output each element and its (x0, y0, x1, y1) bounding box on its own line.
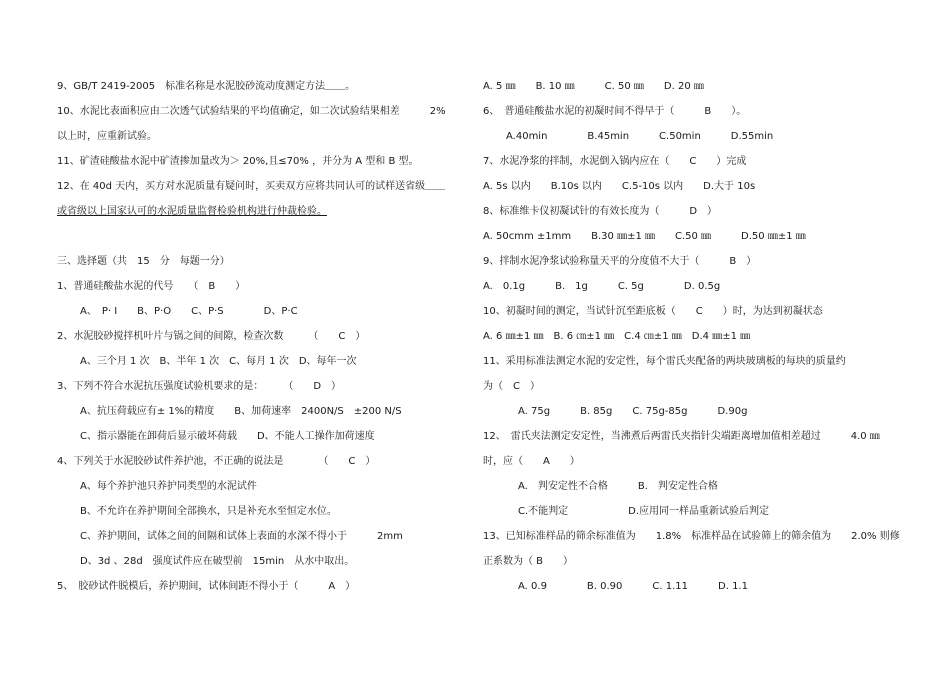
choice-option-4a: A、每个养护池只养护同类型的水泥试件 (80, 481, 257, 492)
choice-question-6: 6、 普通硅酸盐水泥的初凝时间不得早于（ B ）。 (483, 106, 747, 117)
choice-options-12a: A. 判安定性不合格 B. 判安定性合格 (518, 481, 718, 492)
choice-options-10: A. 6 ㎜±1 ㎜ B. 6 ㎝±1 ㎜ C.4 ㎝±1 ㎜ D.4 ㎜±1 ㎜ (483, 331, 751, 342)
choice-question-10: 10、初凝时间的测定，当试针沉至距底板（ C ）时，为达到初凝状态 (483, 306, 823, 317)
fill-question-10: 10、水泥比表面积应由二次透气试验结果的平均值确定，如二次试验结果相差 2% (57, 106, 446, 117)
choice-question-13-cont: 正系数为（ B ） (483, 556, 574, 567)
choice-question-4: 4、下列关于水泥胶砂试件养护池，不正确的说法是 （ C ） (57, 456, 376, 467)
choice-question-8: 8、标准维卡仪初凝试针的有效长度为（ D ） (483, 206, 718, 217)
choice-question-3: 3、下列不符合水泥抗压强度试验机要求的是： （ D ） (57, 381, 342, 392)
section-heading: 三、选择题（共 15 分 每题一分） (57, 256, 230, 267)
choice-question-1: 1、普通硅酸盐水泥的代号 （ B ） (57, 281, 246, 292)
choice-question-11-cont: 为（ C ） (483, 381, 540, 392)
choice-options-3b: C、指示器能在卸荷后显示破坏荷载 D、不能人工操作加荷速度 (80, 431, 375, 442)
choice-options-6: A.40min B.45min C.50min D.55min (506, 131, 774, 142)
choice-options-11: A. 75g B. 85g C. 75g-85g D.90g (518, 406, 748, 417)
choice-question-12: 12、 雷氏夹法测定安定性，当沸煮后两雷氏夹指针尖端距离增加值相差超过 4.0 ㎜ (483, 431, 880, 442)
choice-question-5: 5、 胶砂试件脱模后，养护期间，试体间距不得小于（ A ） (57, 581, 356, 592)
choice-options-8: A. 50cmm ±1mm B.30 ㎜±1 ㎜ C.50 ㎜ D.50 ㎜±1 ㎜ (483, 231, 806, 242)
choice-options-12b: C.不能判定 D.应用同一样品重新试验后判定 (518, 506, 770, 517)
choice-options-3a: A、抗压荷载应有± 1%的精度 B、加荷速率 2400N/S ±200 N/S (80, 406, 402, 417)
choice-options-1: A、 P· Ⅰ B、P·O C、P·S D、P·C (80, 306, 298, 317)
choice-option-4d: D、3d 、28d 强度试件应在破型前 15min 从水中取出。 (80, 556, 355, 567)
choice-options-9: A. 0.1g B. 1g C. 5g D. 0.5g (483, 281, 721, 292)
choice-options-2: A、三个月 1 次 B、半年 1 次 C、每月 1 次 D、每年一次 (80, 356, 357, 367)
choice-question-2: 2、水泥胶砂搅拌机叶片与锅之间的间隙，检查次数 （ C ） (57, 331, 366, 342)
choice-question-7: 7、水泥净浆的拌制，水泥倒入锅内应在（ C ）完成 (483, 156, 747, 167)
choice-options-5: A. 5 ㎜ B. 10 ㎜ C. 50 ㎜ D. 20 ㎜ (483, 81, 704, 92)
fill-question-9: 9、GB/T 2419-2005 标准名称是水泥胶砂流动度测定方法＿＿。 (57, 81, 356, 92)
choice-question-13: 13、已知标准样品的筛余标准值为 1.8% 标准样品在试验筛上的筛余值为 2.0% 则修 (483, 531, 900, 542)
fill-question-11: 11、矿渣硅酸盐水泥中矿渣掺加量改为＞ 20%,且≤70% ，并分为 A 型和 B 型。 (57, 156, 419, 167)
choice-option-4b: B、不允许在养护期间全部换水，只是补充水至恒定水位。 (80, 506, 337, 517)
choice-option-4c: C、养护期间，试体之间的间隔和试体上表面的水深不得小于 2mm (80, 531, 403, 542)
choice-options-7: A. 5s 以内 B.10s 以内 C.5-10s 以内 D.大于 10s (483, 181, 756, 192)
choice-options-13: A. 0.9 B. 0.90 C. 1.11 D. 1.1 (518, 581, 748, 592)
choice-question-12-cont: 时，应（ A ） (483, 456, 580, 467)
fill-question-12-cont: 或省级以上国家认可的水泥质量监督检验机构进行仲裁检验。 (57, 206, 327, 217)
fill-question-12: 12、在 40d 天内，买方对水泥质量有疑问时，买卖双方应将共同认可的试样送省级＿＿ (57, 181, 446, 192)
choice-question-9: 9、拌制水泥净浆试验称量天平的分度值不大于（ B ） (483, 256, 757, 267)
fill-question-10-cont: 以上时，应重新试验。 (57, 131, 157, 142)
choice-question-11: 11、采用标准法测定水泥的安定性，每个雷氏夹配备的两块玻璃板的每块的质量约 (483, 356, 846, 367)
